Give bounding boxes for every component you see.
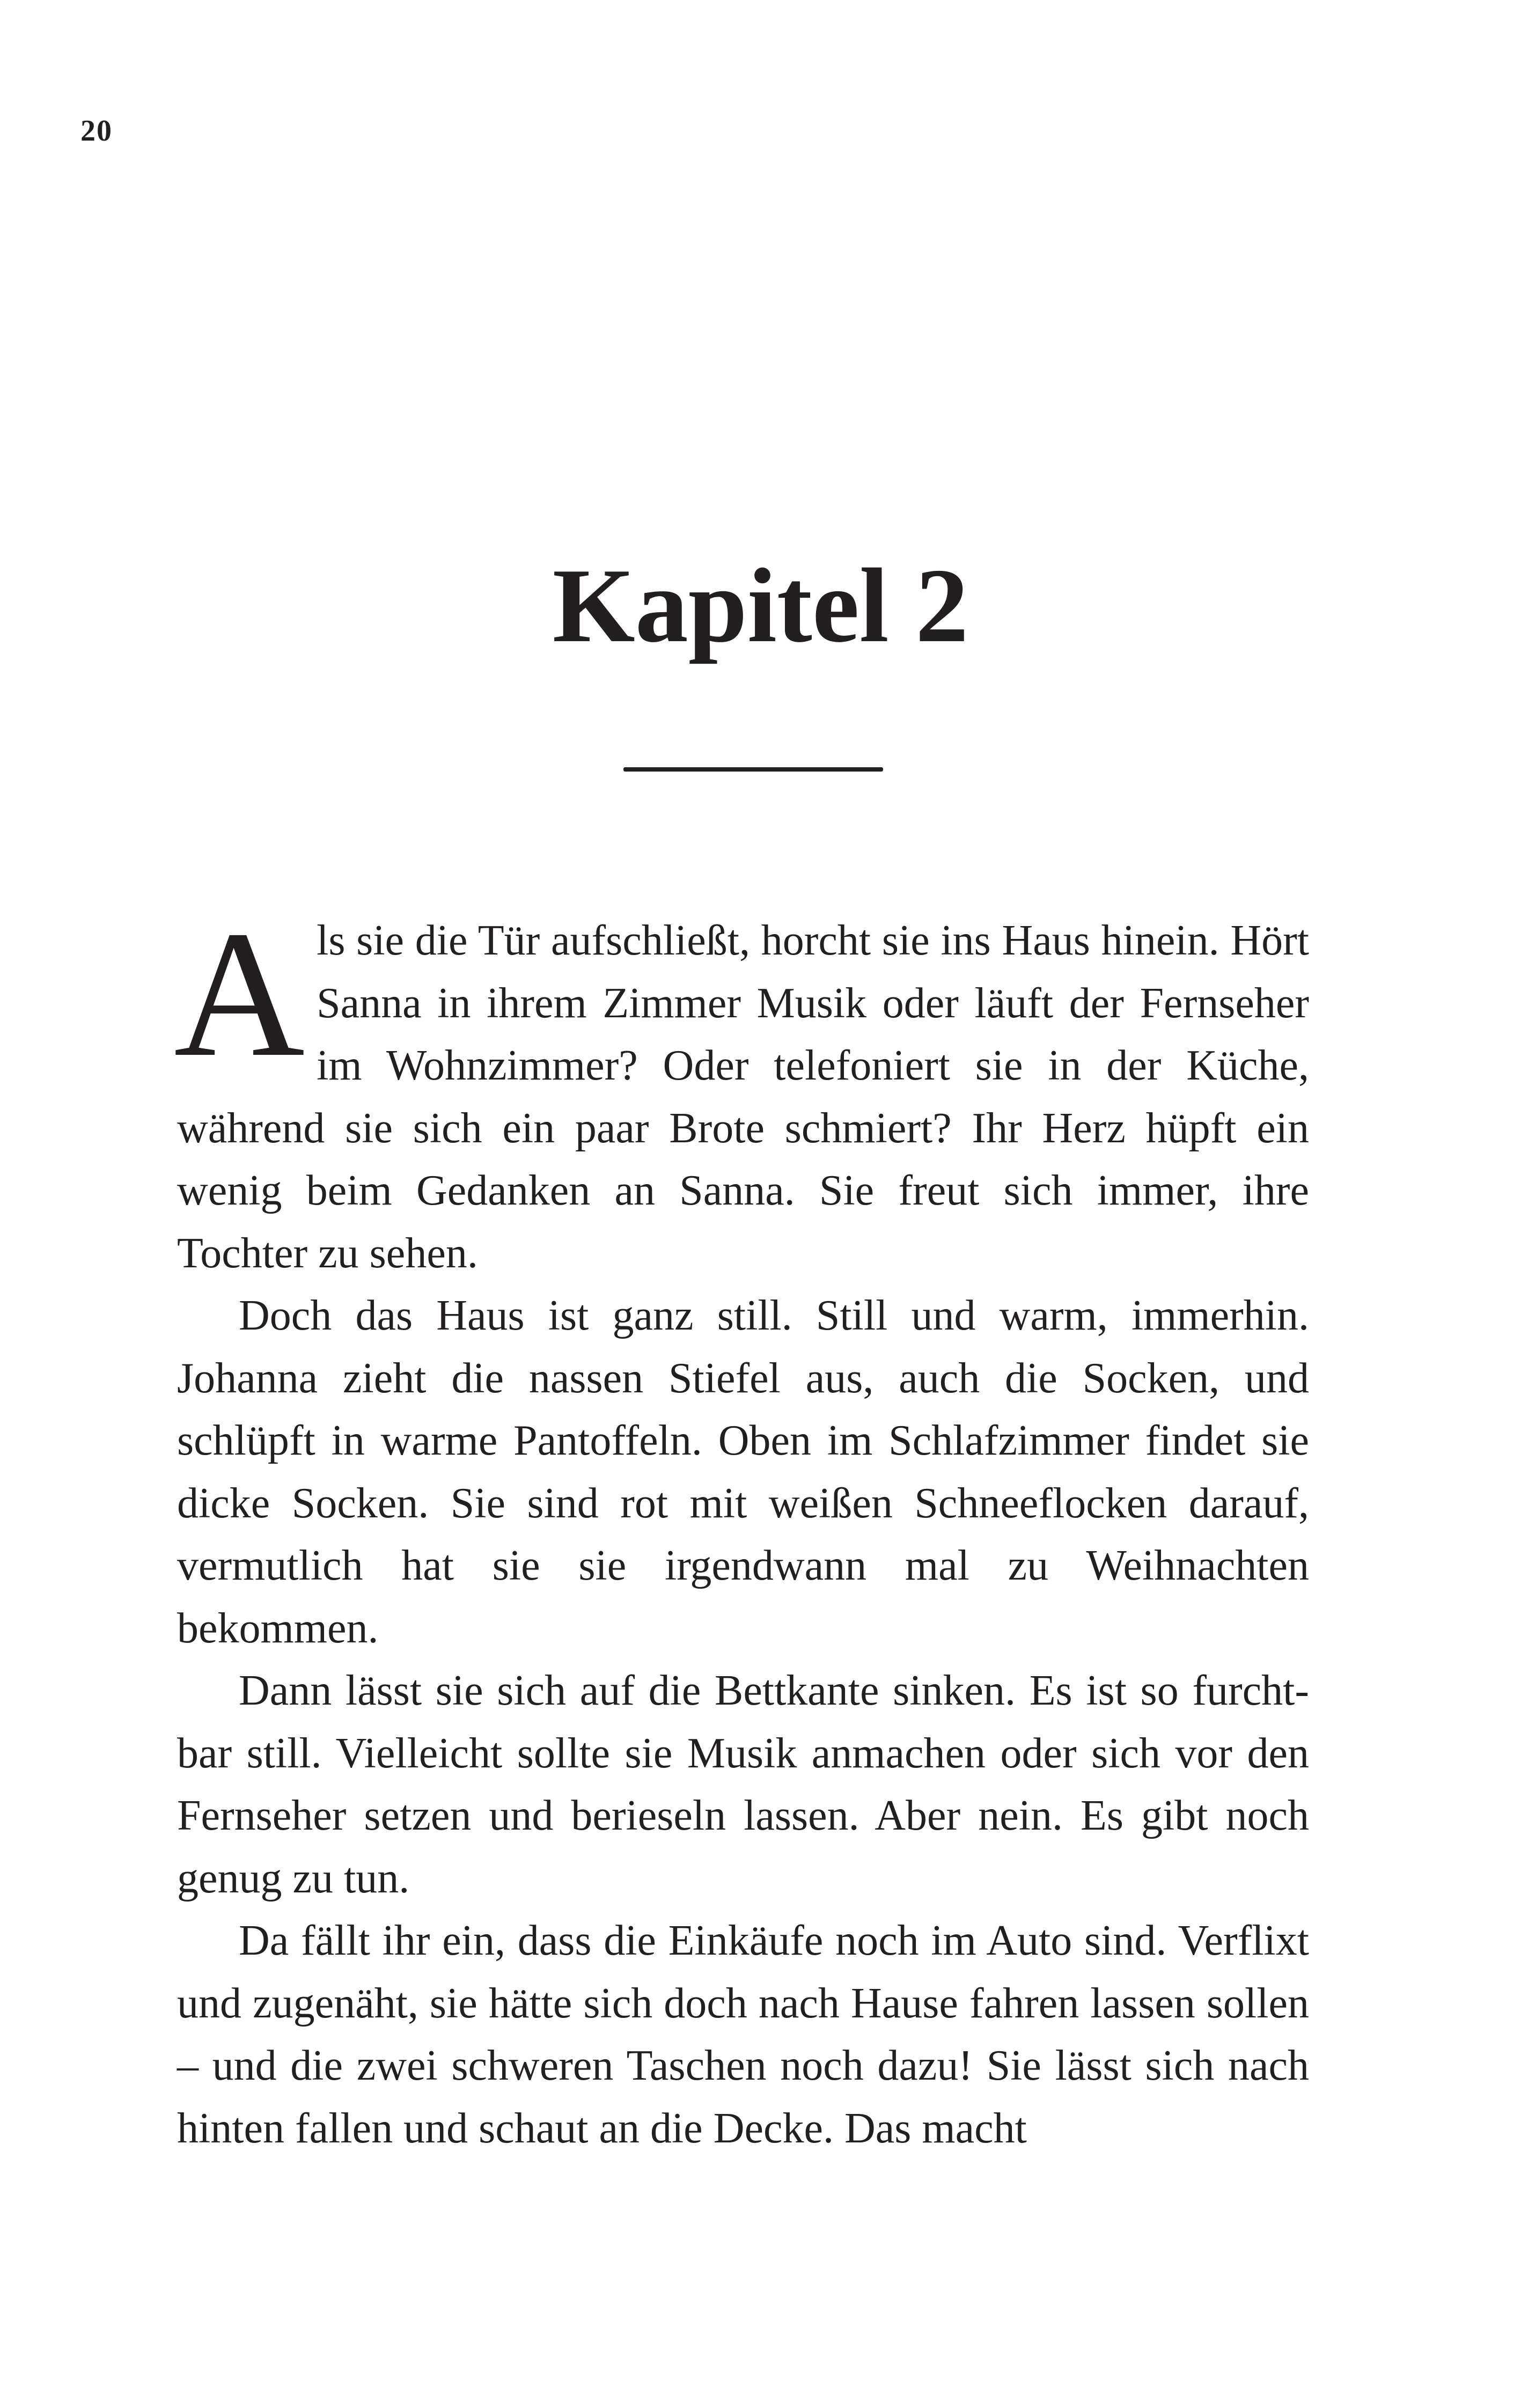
body-text [174, 894, 1309, 2160]
paragraph-text: ls sie die Tür aufschließt, horcht sie ins Haus hinein. Hört Sanna in ihrem Zimmer Musik oder läuft der Fernseher im Wohnzimmer? Oder telefoniert sie in der Küche, während sie sich ein paar Brote schmiert? Ihr Herz hüpft ein wenig beim Gedanken an Sanna. Sie freut sich immer, ihre Tochter zu sehen. [177, 917, 1309, 1277]
drop-cap: A [174, 894, 305, 1095]
paragraph: Da fällt ihr ein, dass die Einkäufe noch im Auto sind. Verflixt und zugenäht, sie hätte sich doch nach Hause fahren lassen sollen – und die zwei schweren Taschen noch dazu! Sie lässt sich nach hinten fallen und schaut an die Decke. Das macht [177, 1917, 1309, 2152]
paragraph [174, 894, 1309, 1284]
paragraph: Doch das Haus ist ganz still. Still und warm, immerhin. Johanna zieht die nassen Stiefel aus, auch die Socken, und schlüpft in warme Pantoffeln. Oben im Schlafzimmer findet sie dicke Socken. Sie sind rot mit weißen Schneeflocken darauf, vermutlich hat sie sie irgendwann mal zu Weihnachten bekommen. [177, 1292, 1309, 1652]
page-number: 20 [80, 114, 113, 148]
chapter-title: Kapitel 2 [552, 547, 969, 664]
title-rule [623, 767, 883, 772]
paragraph: Dann lässt sie sich auf die Bettkante sinken. Es ist so furchtbar still. Vielleicht sollte sie Musik anmachen oder sich vor den Fernseher setzen und berieseln lassen. Aber nein. Es gibt noch genug zu tun. [177, 1667, 1309, 1902]
